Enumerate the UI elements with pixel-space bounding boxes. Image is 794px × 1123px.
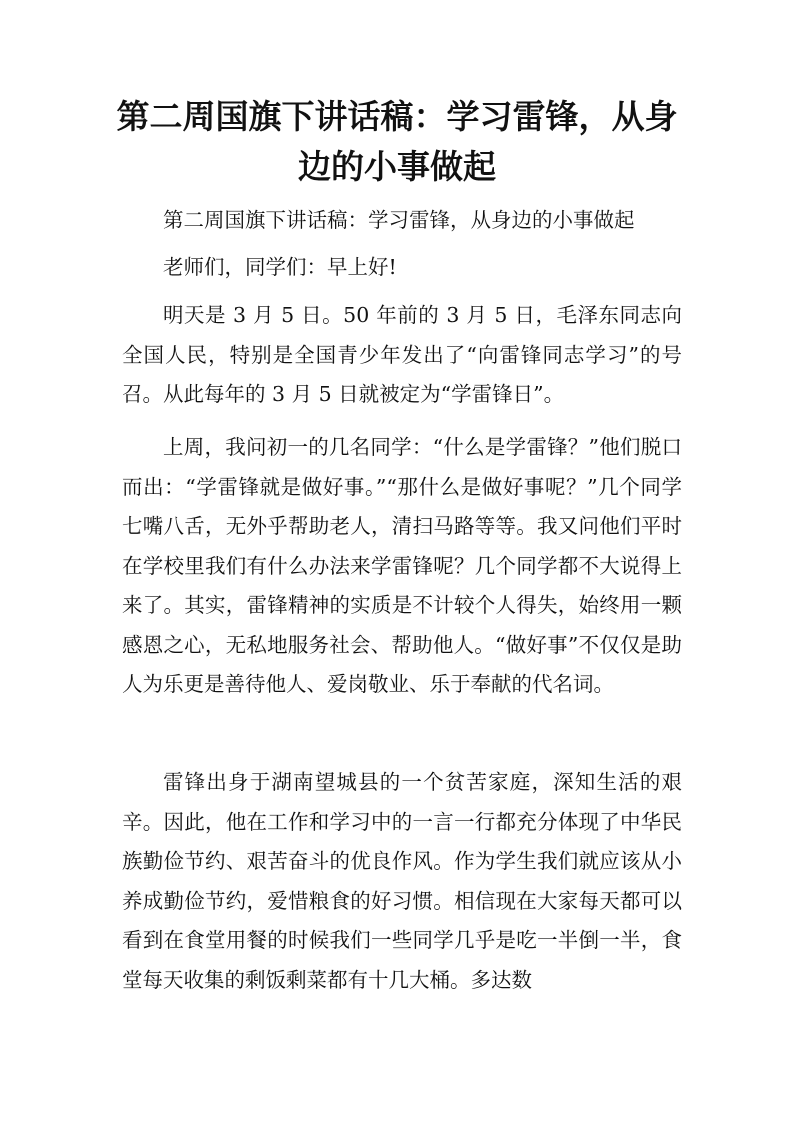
paragraph-2: 上周，我问初一的几名同学：“什么是学雷锋？”他们脱口而出：“学雷锋就是做好事。”“那什么是做好事呢？”几个同学七嘴八舌，无外乎帮助老人，清扫马路等等。我又问他们平时在学校里我们有什么办法来学雷锋呢？几个同学都不大说得上来了。其实，雷锋精神的实质是不计较个人得失，始终用一颗感恩之心，无私地服务社会、帮助他人。“做好事”不仅仅是助人为乐更是善待他人、爱岗敬业、乐于奉献的代名词。 bbox=[122, 435, 682, 696]
greeting: 老师们，同学们：早上好! bbox=[163, 255, 397, 279]
document-title: 第二周国旗下讲话稿：学习雷锋，从身边的小事做起 bbox=[116, 97, 678, 186]
paragraph-1: 明天是 3 月 5 日。50 年前的 3 月 5 日，毛泽东同志向全国人民，特别是全国青少年发出了“向雷锋同志学习”的号召。从此每年的 3 月 5 日就被定为“学雷锋日”。 bbox=[122, 303, 682, 406]
document-subtitle: 第二周国旗下讲话稿：学习雷锋，从身边的小事做起 bbox=[163, 208, 635, 232]
paragraph-3: 雷锋出身于湖南望城县的一个贫苦家庭，深知生活的艰辛。因此，他在工作和学习中的一言一行都充分体现了中华民族勤俭节约、艰苦奋斗的优良作风。作为学生我们就应该从小养成勤俭节约，爱惜粮食的好习惯。相信现在大家每天都可以看到在食堂用餐的时候我们一些同学几乎是吃一半倒一半，食堂每天收集的剩饭剩菜都有十几大桶。多达数 bbox=[122, 770, 682, 992]
